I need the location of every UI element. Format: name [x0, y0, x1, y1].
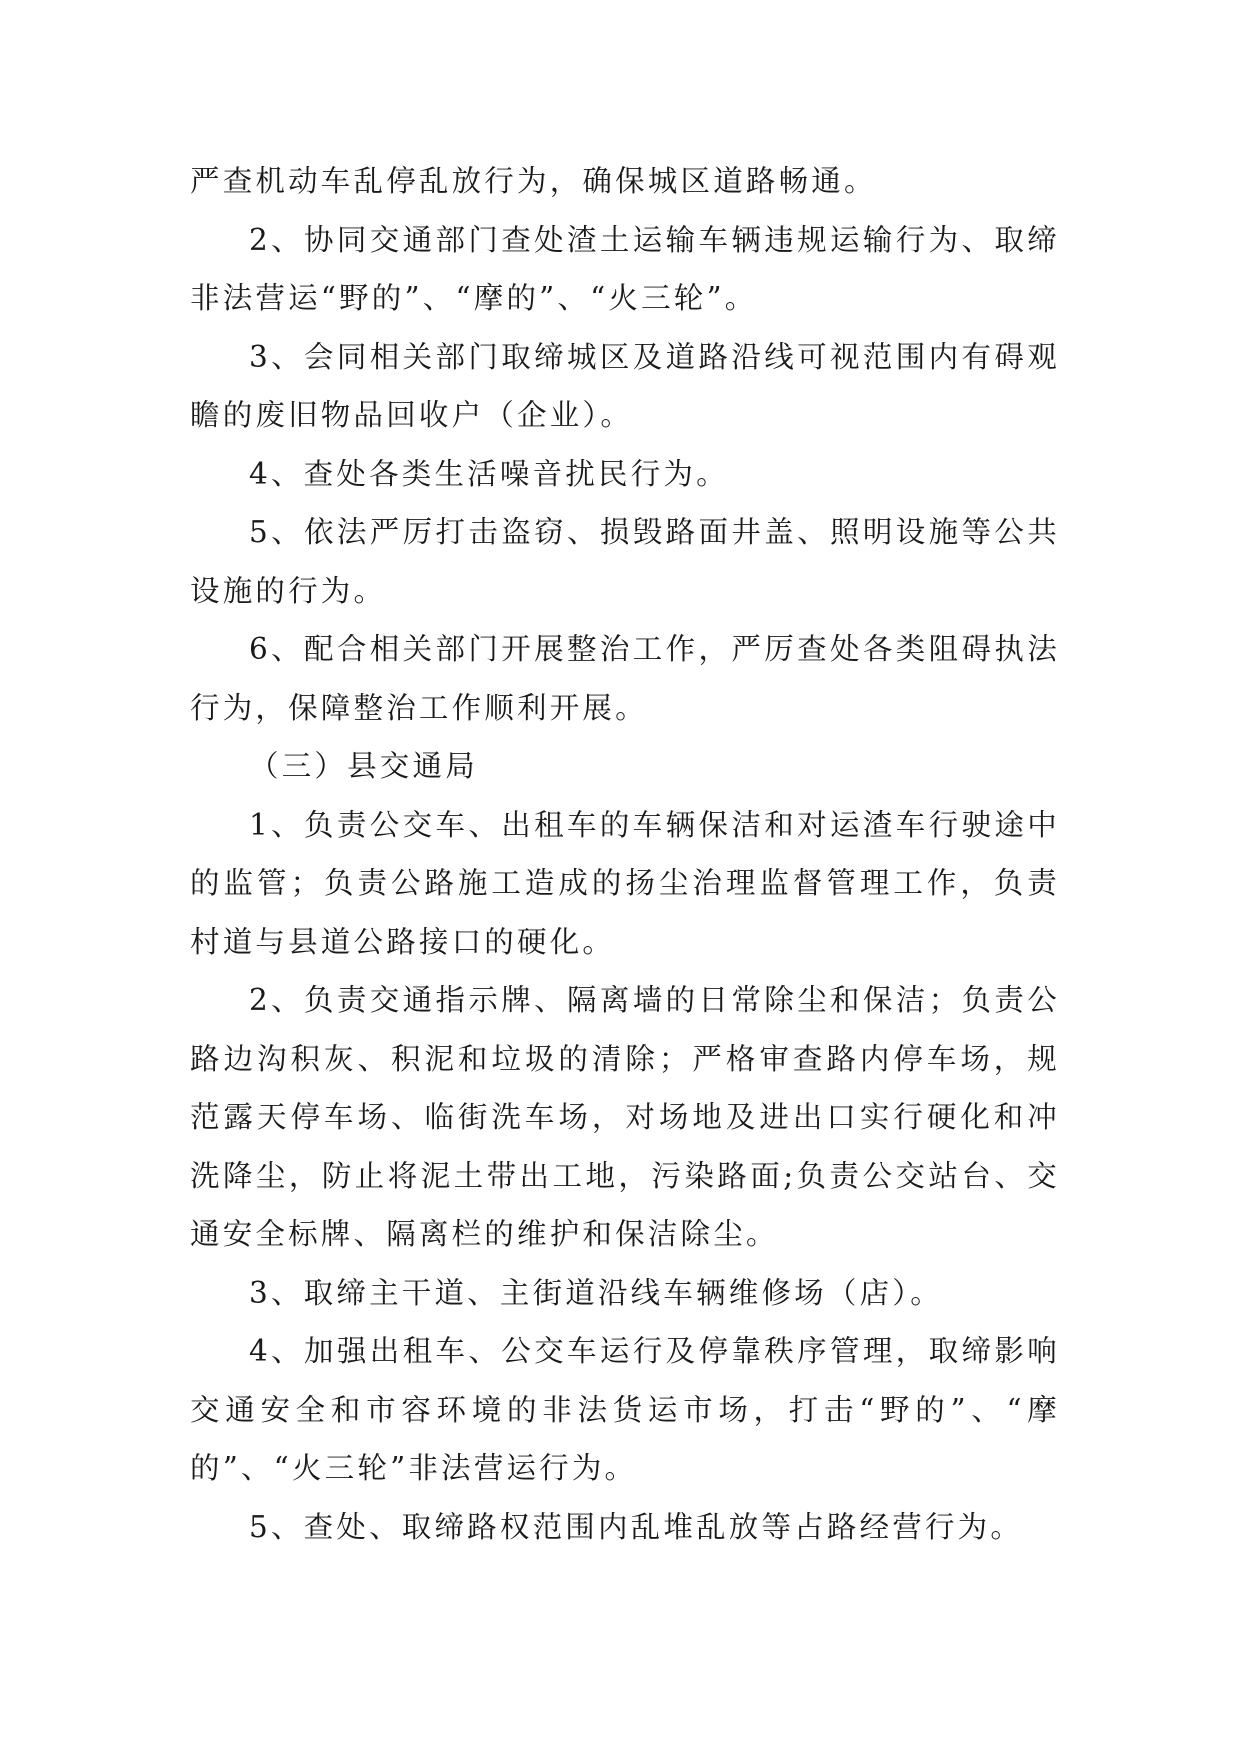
- paragraph-continuation: 严查机动车乱停乱放行为，确保城区道路畅通。: [190, 164, 877, 198]
- section-heading: （三）县交通局: [249, 749, 478, 783]
- paragraph-item-5: 5、依法严厉打击盗窃、损毁路面井盖、照明设施等公共设施的行为。: [190, 515, 1060, 608]
- paragraph-item-5: 5、查处、取缔路权范围内乱堆乱放等占路经营行为。: [249, 1509, 1024, 1544]
- paragraph-item-1: 1、负责公交车、出租车的车辆保洁和对运渣车行驶途中的监管；负责公路施工造成的扬尘治理监督管理工作，负责村道与县道公路接口的硬化。: [190, 807, 1060, 959]
- document-body: [190, 152, 1060, 1556]
- paragraph-item-2: 2、协同交通部门查处渣土运输车辆违规运输行为、取缔非法营运“野的”、“摩的”、“火三轮”。: [190, 222, 1060, 315]
- paragraph-item-2: 2、负责交通指示牌、隔离墙的日常除尘和保洁；负责公路边沟积灰、积泥和垃圾的清除；严格审查路内停车场，规范露天停车场、临街洗车场，对场地及进出口实行硬化和冲洗降尘，防止将泥土带出工地，污染路面;负责公交站台、交通安全标牌、隔离栏的维护和保洁除尘。: [190, 983, 1060, 1251]
- paragraph-item-6: 6、配合相关部门开展整治工作，严厉查处各类阻碍执法行为，保障整治工作顺利开展。: [190, 632, 1060, 725]
- paragraph-item-3: 3、取缔主干道、主街道沿线车辆维修场（店）。: [249, 1275, 943, 1310]
- paragraph-item-3: 3、会同相关部门取缔城区及道路沿线可视范围内有碍观瞻的废旧物品回收户（企业）。: [190, 339, 1060, 432]
- paragraph-item-4: 4、加强出租车、公交车运行及停靠秩序管理，取缔影响交通安全和市容环境的非法货运市场，打击“野的”、“摩的”、“火三轮”非法营运行为。: [190, 1334, 1060, 1485]
- paragraph-item-4: 4、查处各类生活噪音扰民行为。: [249, 456, 729, 491]
